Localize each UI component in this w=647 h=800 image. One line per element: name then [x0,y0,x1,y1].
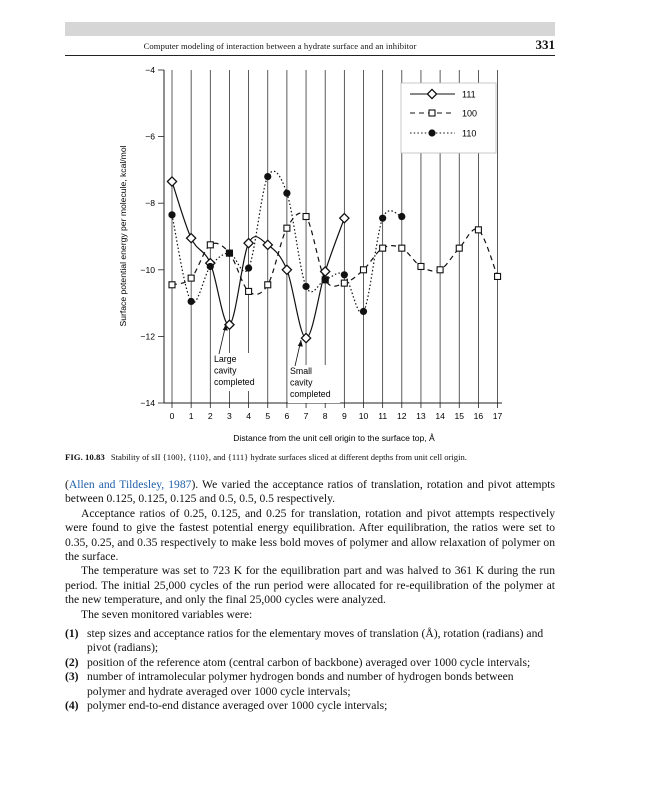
x-tick-labels [170,411,503,421]
x-tick-label: 4 [246,411,251,421]
data-point-110 [360,308,367,315]
data-point-110 [283,190,290,197]
x-tick-label: 3 [227,411,232,421]
paragraph-1-text: ). We varied the acceptance ratios of translation, rotation and pivot attempts between 0.125, 0.125, 0.125 and 0.5, 0.5, 0.5 respectively. [65,478,555,506]
x-tick-label: 14 [435,411,445,421]
data-point-100 [246,288,252,294]
y-tick-label: −8 [145,198,155,209]
list-item-number: (4) [65,699,79,713]
x-tick-label: 10 [358,411,369,421]
paren-open: ( [65,478,69,491]
data-point-111 [167,177,176,186]
monitored-variables-list [65,627,555,713]
legend-label-100: 100 [462,108,478,119]
figure-caption-text: Stability of sII {100}, {110}, and {111} hydrate surfaces sliced at different depths from unit cell origin. [110,452,467,462]
chart-legend [401,83,496,153]
data-point-100 [169,282,175,288]
data-point-111 [321,267,330,276]
y-tick-label: −6 [145,131,155,142]
paragraph-4: The seven monitored variables were: [81,607,253,621]
page-number: 331 [535,37,555,52]
annotation-text: Large [214,354,237,364]
data-point-110 [168,211,175,218]
legend-marker-100 [429,110,435,116]
y-tick-labels [140,65,155,408]
chart-annotations [212,324,340,403]
list-item-number: (1) [65,627,79,641]
x-tick-label: 13 [416,411,426,421]
data-point-100 [284,225,290,231]
y-tick-label: −4 [145,65,155,75]
list-item-text: number of intramolecular polymer hydrogen bonds and number of hydrogen bonds between polymer and hydrate averaged over 1000 cycle intervals; [87,670,514,698]
data-point-110 [341,271,348,278]
data-point-110 [188,298,195,305]
data-point-100 [456,245,462,251]
x-tick-label: 9 [341,411,347,421]
x-tick-label: 17 [492,411,503,421]
paragraph-3: The temperature was set to 723 K for the equilibration part and was halved to 361 K during the run period. The initial 25,000 cycles of the run period were allocated for re-equilibration of the polymer at the new temperature, and only the final 25,000 cycles were analyzed. [65,564,555,607]
data-point-100 [380,245,386,251]
annotation-text: completed [214,377,255,387]
x-tick-label: 2 [207,411,213,421]
data-point-111 [244,239,253,248]
list-item [65,670,555,699]
x-tick-label: 15 [454,411,465,421]
data-point-100 [399,245,405,251]
chart-series [167,171,500,342]
data-point-100 [265,282,271,288]
data-point-111 [187,234,196,243]
data-point-100 [475,227,481,233]
x-tick-label: 11 [378,411,388,421]
data-point-110 [226,250,233,257]
data-point-100 [495,273,501,279]
data-point-100 [437,267,443,273]
y-tick-label: −10 [140,264,155,275]
list-item-number: (2) [65,655,79,669]
annotation-text: cavity [214,365,237,376]
list-item [65,699,555,713]
annotation-text: Small [290,366,312,376]
x-tick-label: 16 [473,411,484,421]
series-line-100 [172,213,498,294]
y-tick-label: −14 [140,398,155,408]
list-item-text: step sizes and acceptance ratios for the elementary moves of translation (Å), rotation (radians) and pivot (radians); [87,627,544,655]
data-point-110 [322,276,329,283]
citation-link[interactable]: Allen and Tildesley, 1987 [68,478,192,491]
x-tick-label: 0 [169,411,175,421]
list-item-number: (3) [65,670,79,684]
annotation-text: completed [290,389,331,399]
x-axis-label: Distance from the unit cell origin to the surface top, Å [233,433,435,443]
list-item [65,627,555,656]
list-item [65,656,555,670]
list-item-text: position of the reference atom (central carbon of backbone) averaged over 1000 cycle intervals; [87,655,531,669]
x-tick-label: 8 [322,411,328,421]
data-point-100 [303,214,309,220]
running-head: Computer modeling of interaction between a hydrate surface and an inhibitor [143,41,417,51]
legend-label-111: 111 [462,89,476,100]
x-tick-label: 7 [303,411,309,421]
data-point-111 [282,265,291,274]
figure-label: FIG. 10.83 [65,452,105,462]
data-point-100 [207,242,213,248]
body-text [65,478,555,714]
data-point-110 [398,213,405,220]
x-tick-label: 1 [188,411,194,421]
x-tick-label: 12 [397,411,407,421]
data-point-110 [379,215,386,222]
x-tick-label: 5 [265,411,271,421]
y-tick-label: −12 [140,331,155,342]
data-point-100 [418,263,424,269]
paragraph-1 [65,478,555,507]
data-point-111 [340,214,349,223]
data-point-100 [341,280,347,286]
data-point-110 [245,265,252,272]
paragraph-2: Acceptance ratios of 0.25, 0.125, and 0.25 for translation, rotation and pivot attempts respectively were found to give the fastest potential energy equilibration. After equilibration, the ratios were set to 0.35, 0.25, and 0.35 respectively to make less bold moves of polymer and allow relaxation of polymer on the surface. [65,506,555,564]
data-point-110 [264,173,271,180]
x-tick-label: 6 [284,411,290,421]
data-point-100 [361,267,367,273]
annotation-text: cavity [290,377,313,388]
legend-label-110: 110 [462,128,477,139]
annotation-arrowhead [298,340,303,347]
figure-caption [65,452,565,462]
list-item-text: polymer end-to-end distance averaged over 1000 cycle intervals; [87,699,388,713]
legend-marker-110 [428,129,435,136]
data-point-100 [188,275,194,281]
data-point-110 [302,283,309,290]
y-axis-label: Surface potential energy per molecule, kcal/mol [118,145,128,327]
data-point-110 [207,263,214,270]
